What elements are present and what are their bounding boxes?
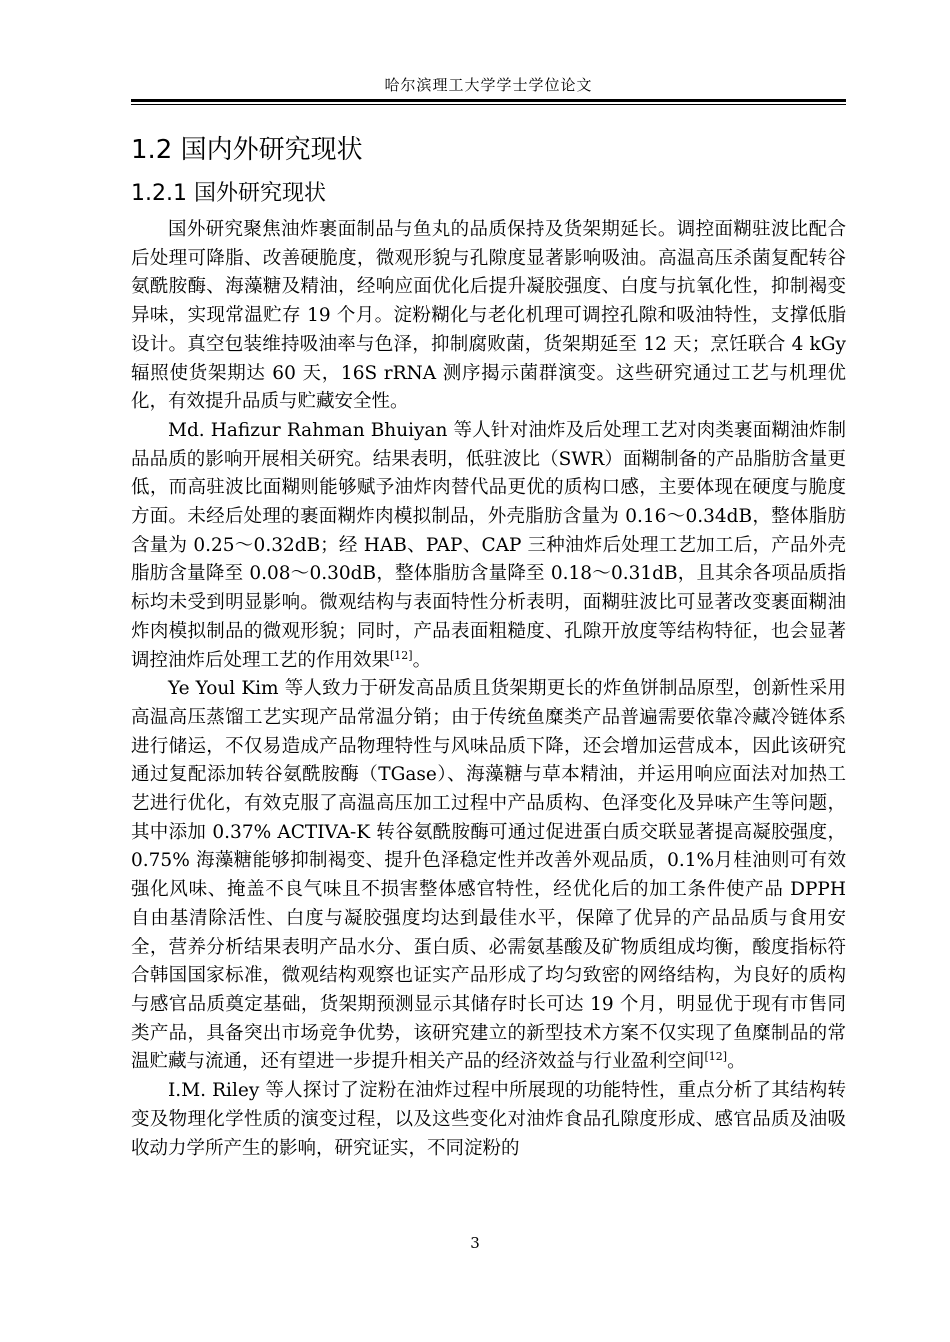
body-text: [131, 216, 846, 1163]
section-heading: 1.2 国内外研究现状: [131, 135, 363, 165]
header-rule-thick: [131, 99, 846, 102]
paragraph-text: Md. Hafizur Rahman Bhuiyan 等人针对油炸及后处理工艺对肉类裹面糊油炸制品品质的影响开展相关研究。结果表明，低驻波比（SWR）面糊制备的产品脂肪含量更低，而高驻波比面糊则能够赋予油炸肉替代品更优的质构口感，主要体现在硬度与脆度方面。未经后处理的裹面糊炸肉模拟制品，外壳脂肪含量为 0.16～0.34dB，整体脂肪含量为 0.25～0.32dB；经 HAB、PAP、CAP 三种油炸后处理工艺加工后，产品外壳脂肪含量降至 0.08～0.30dB，整体脂肪含量降至 0.18～0.31dB，且其余各项品质指标均未受到明显影响。微观结构与表面特性分析表明，面糊驻波比可显著改变裹面糊油炸肉模拟制品的微观形貌；同时，产品表面粗糙度、孔隙开放度等结构特征，也会显著调控油炸后处理工艺的作用效果: [131, 419, 846, 671]
paragraph: [131, 216, 846, 417]
paragraph: [131, 1077, 846, 1163]
paragraph-tail: 。: [412, 649, 432, 671]
paragraph: [131, 675, 846, 1077]
citation-ref: [12]: [704, 1050, 728, 1064]
citation-ref: [12]: [390, 648, 413, 662]
running-header: 哈尔滨理工大学学士学位论文: [384, 76, 593, 94]
paragraph-text: I.M. Riley 等人探讨了淀粉在油炸过程中所展现的功能特性，重点分析了其结构转变及物理化学性质的演变过程，以及这些变化对油炸食品孔隙度形成、感官品质及油吸收动力学所产生的影响，研究证实，不同淀粉的: [131, 1080, 846, 1159]
paragraph: [131, 417, 846, 675]
page-number: 3: [470, 1234, 480, 1252]
subsection-heading: 1.2.1 国外研究现状: [131, 181, 326, 206]
paragraph-tail: 。: [727, 1051, 746, 1073]
paragraph-text: 国外研究聚焦油炸裹面制品与鱼丸的品质保持及货架期延长。调控面糊驻波比配合后处理可降脂、改善硬脆度，微观形貌与孔隙度显著影响吸油。高温高压杀菌复配转谷氨酰胺酶、海藻糖及精油，经响应面优化后提升凝胶强度、白度与抗氧化性，抑制褐变异味，实现常温贮存 19 个月。淀粉糊化与老化机理可调控孔隙和吸油特性，支撑低脂设计。真空包装维持吸油率与色泽，抑制腐败菌，货架期延至 12 天；烹饪联合 4 kGy 辐照使货架期达 60 天，16S rRNA 测序揭示菌群演变。这些研究通过工艺与机理优化，有效提升品质与贮藏安全性。: [131, 219, 846, 413]
paragraph-text: Ye Youl Kim 等人致力于研发高品质且货架期更长的炸鱼饼制品原型，创新性采用高温高压蒸馏工艺实现产品常温分销；由于传统鱼糜类产品普遍需要依靠冷藏冷链体系进行储运，不仅易造成产品物理特性与风味品质下降，还会增加运营成本，因此该研究通过复配添加转谷氨酰胺酶（TGase）、海藻糖与草本精油，并运用响应面法对加热工艺进行优化，有效克服了高温高压加工过程中产品质构、色泽变化及异味产生等问题，其中添加 0.37% ACTIVA-K 转谷氨酰胺酶可通过促进蛋白质交联显著提高凝胶强度，0.75% 海藻糖能够抑制褐变、提升色泽稳定性并改善外观品质，0.1%月桂油则可有效强化风味、掩盖不良气味且不损害整体感官特性，经优化后的加工条件使产品 DPPH 自由基清除活性、白度与凝胶强度均达到最佳水平，保障了优异的产品品质与食用安全，营养分析结果表明产品水分、蛋白质、必需氨基酸及矿物质组成均衡，酸度指标符合韩国国家标准，微观结构观察也证实产品形成了均匀致密的网络结构，为良好的质构与感官品质奠定基础，货架期预测显示其储存时长可达 19 个月，明显优于现有市售同类产品，具备突出市场竞争优势，该研究建立的新型技术方案不仅实现了鱼糜制品的常温贮藏与流通，还有望进一步提升相关产品的经济效益与行业盈利空间: [131, 678, 846, 1073]
header-rule-thin: [131, 104, 846, 105]
